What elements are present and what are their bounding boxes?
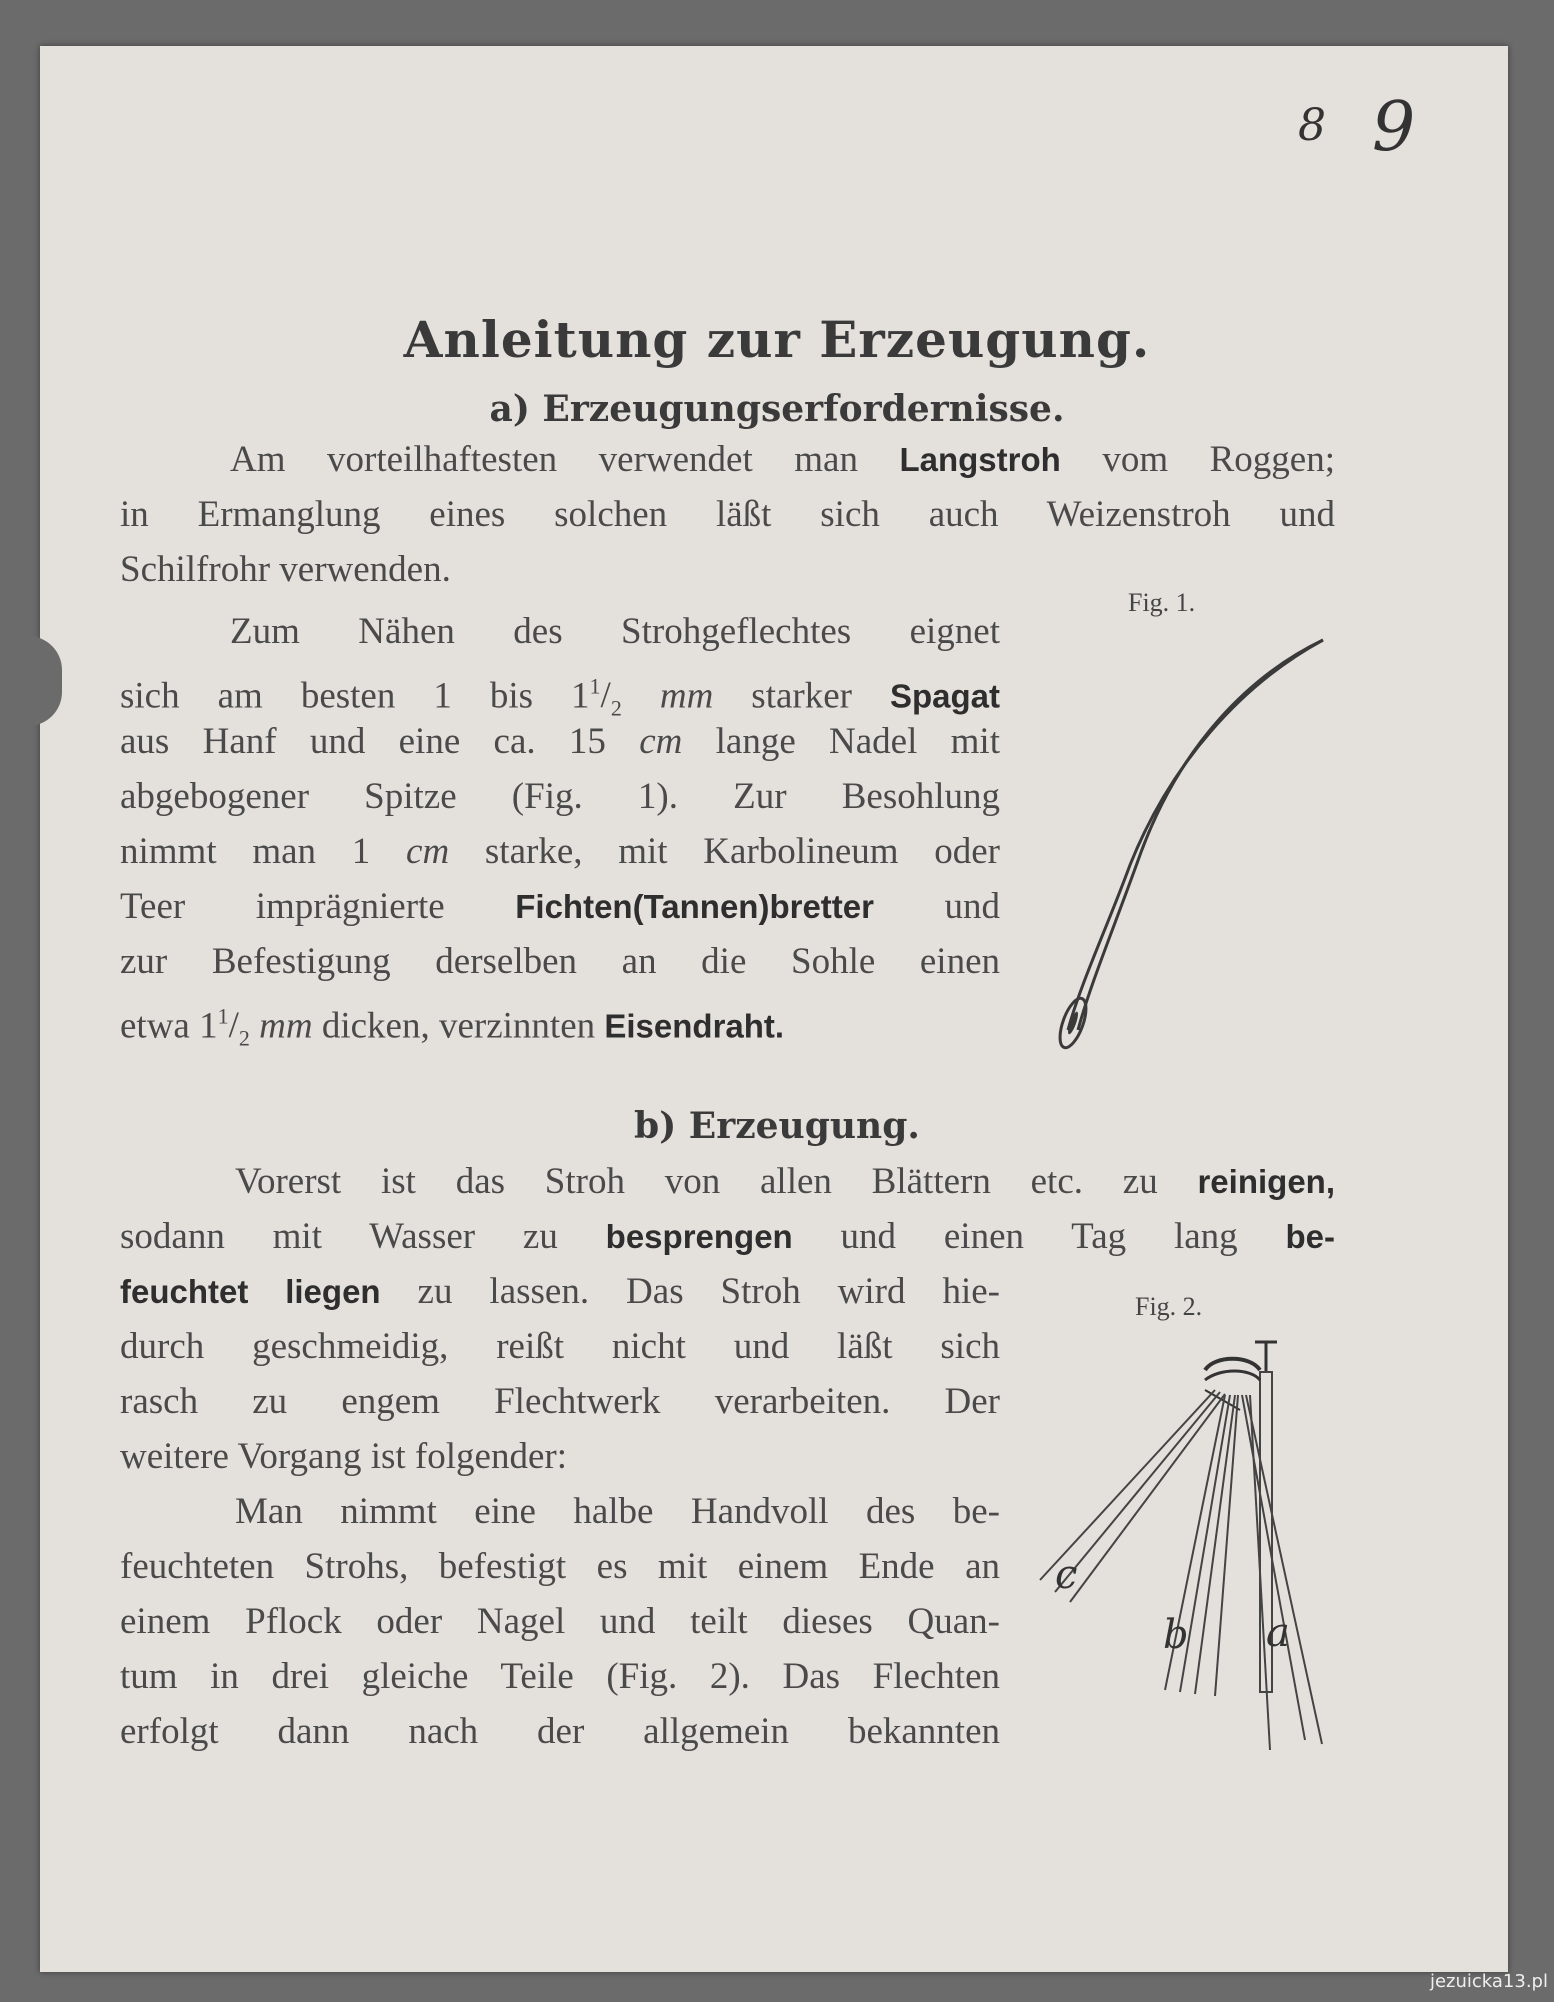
section-a-line: aus Hanf und eine ca. 15 cm lange Nadel mit — [120, 721, 1000, 762]
section-b-line: rasch zu engem Flechtwerk verarbeiten. Der — [120, 1381, 1000, 1422]
section-a-heading: a) Erzeugungserfordernisse. — [489, 388, 1065, 430]
section-b-line: Vorerst ist das Stroh von allen Blättern etc. zu reinigen, — [235, 1161, 1335, 1202]
section-b-line: Man nimmt eine halbe Handvoll des be- — [235, 1491, 1000, 1532]
section-b-heading: b) Erzeugung. — [634, 1105, 920, 1147]
fig2-caption: Fig. 2. — [1135, 1292, 1203, 1321]
section-b-line: feuchtet liegen zu lassen. Das Stroh wird hie- — [120, 1271, 1000, 1312]
section-b-line: weitere Vorgang ist folgender: — [120, 1436, 567, 1477]
section-a-line: zur Befestigung derselben an die Sohle einen — [120, 941, 1000, 982]
section-b-line: einem Pflock oder Nagel und teilt dieses Quan- — [120, 1601, 1000, 1642]
section-b-line: tum in drei gleiche Teile (Fig. 2). Das Flechten — [120, 1656, 1000, 1697]
watermark: jezuicka13.pl — [1429, 1971, 1548, 1992]
section-a-line: nimmt man 1 cm starke, mit Karbolineum oder — [120, 831, 1000, 872]
section-a-line: Zum Nähen des Strohgeflechtes eignet — [230, 611, 1000, 652]
paper-notch — [28, 636, 62, 726]
section-b-line: sodann mit Wasser zu besprengen und einen Tag lang be- — [120, 1216, 1335, 1257]
fig2-label-b: b — [1163, 1612, 1189, 1658]
page-title: Anleitung zur Erzeugung. — [403, 310, 1151, 369]
section-b-line: erfolgt dann nach der allgemein bekannten — [120, 1711, 1000, 1752]
fig1-needle-illustration — [1020, 625, 1340, 1065]
section-b-line: feuchteten Strohs, befestigt es mit einem Ende an — [120, 1546, 1000, 1587]
section-a-line: sich am besten 1 bis $1^1/_2$ mm starker Spagat — [120, 674, 1001, 721]
section-a-line: abgebogener Spitze (Fig. 1). Zur Besohlung — [120, 776, 1000, 817]
section-b-line: durch geschmeidig, reißt nicht und läßt sich — [120, 1326, 1000, 1367]
section-a-line: Am vorteilhaftesten verwendet man Langstroh vom Roggen; — [230, 439, 1335, 480]
handwritten-page-number: 9 — [1372, 88, 1416, 167]
section-a-line: Teer imprägnierte Fichten(Tannen)bretter und — [120, 886, 1000, 927]
section-a-line: etwa $1^1/_2$ mm dicken, verzinnten Eisendraht. — [120, 1004, 785, 1051]
section-a-line: Schilfrohr verwenden. — [120, 549, 451, 590]
fig2-braid-illustration — [1010, 1330, 1340, 1770]
section-a-line: in Ermanglung eines solchen läßt sich auch Weizenstroh und — [120, 494, 1335, 535]
fig1-caption: Fig. 1. — [1128, 588, 1196, 617]
fig2-label-a: a — [1266, 1610, 1290, 1656]
handwritten-mark: 8 — [1298, 100, 1326, 151]
fig2-label-c: c — [1055, 1552, 1078, 1598]
